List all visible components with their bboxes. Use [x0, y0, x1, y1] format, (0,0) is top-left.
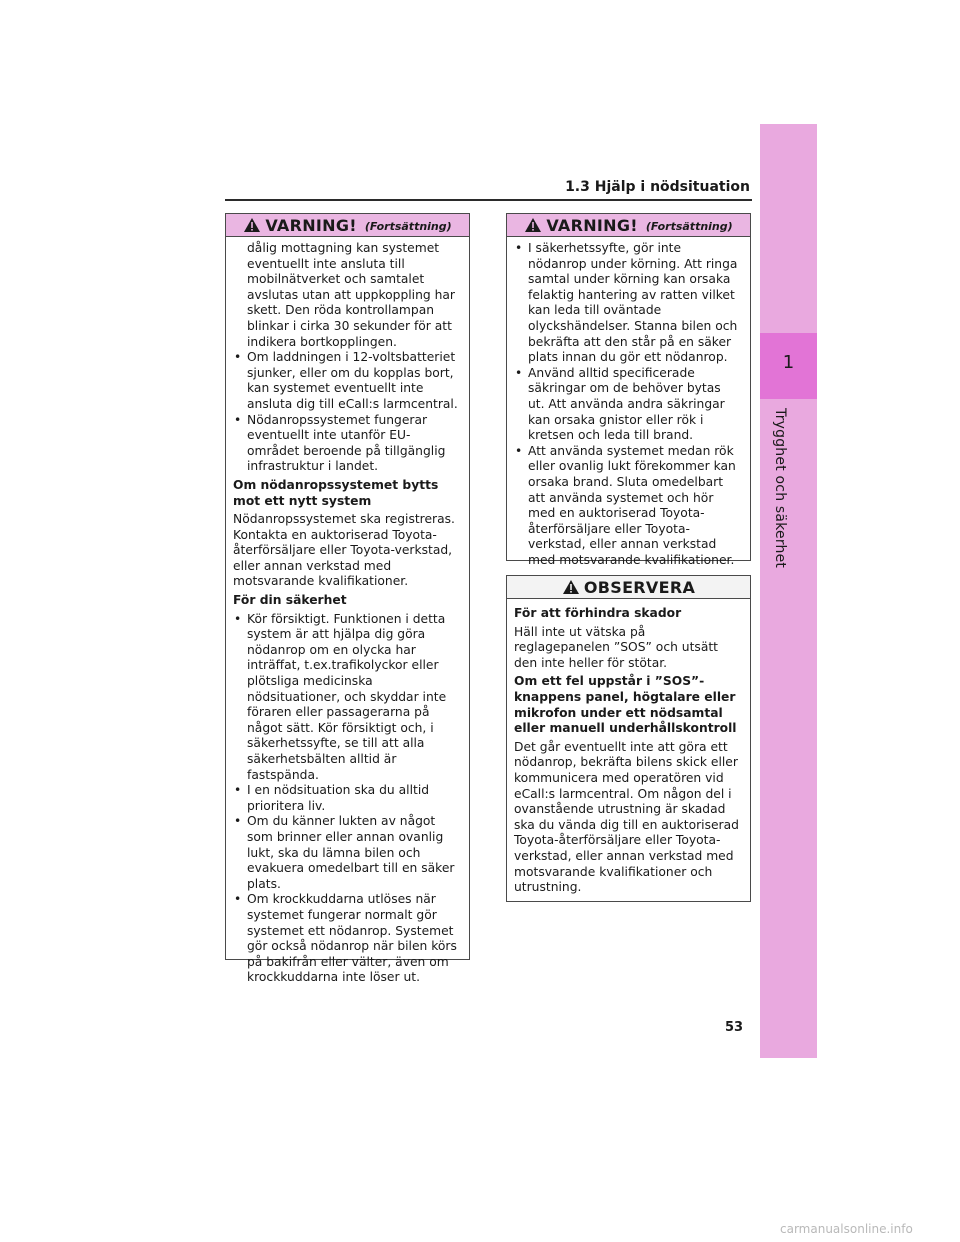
list-item: • Kör försiktigt. Funktionen i detta system är att hjälpa dig göra nödanrop om en olycka har inträffat, t.ex.trafikolyckor eller plötsliga medicinska nödsituationer, och skyddar inte föraren eller passagerarna på något sätt. Kör försiktigt och, i säkerhetssyfte, se till att alla säkerhetsbälten alltid är fastspända.: [233, 612, 460, 784]
warning-box-right: [506, 213, 751, 567]
page-number: 53: [725, 1020, 744, 1035]
list-item: • Att använda systemet medan rök eller ovanlig lukt förekommer kan orsaka brand. Sluta omedelbart att använda systemet och hör med en auktoriserad Toyota-återförsäljare eller Toyota-verkstad, eller annan verkstad med motsvarande kvalifikationer.: [514, 444, 741, 569]
continued-text: dålig mottagning kan systemet eventuellt inte ansluta till mobilnätverket och samtalet avslutas utan att uppkoppling har skett. Den röda kontrollampan blinkar i cirka 30 sekunder för att indikera bortkopplingen.: [247, 241, 455, 349]
paragraph: Nödanropssystemet ska registreras. Kontakta en auktoriserad Toyota-återförsäljare eller Toyota-verkstad, eller annan verkstad med motsvarande kvalifikationer.: [233, 512, 455, 589]
list-item: • Nödanropssystemet fungerar eventuellt inte utanför EU-området beroende på tillgänglig infrastruktur i landet.: [233, 413, 460, 475]
list-item: • Om krockkuddarna utlöses när systemet fungerar normalt gör systemet ett nödanrop. Systemet gör också nödanrop när bilen körs på bakifrån eller välter, även om krockkuddarna inte löser ut.: [233, 892, 460, 986]
warning-header: [507, 214, 750, 237]
chapter-number: 1: [782, 352, 795, 373]
warning-triangle-icon: [524, 217, 542, 233]
list-item: • Om laddningen i 12-voltsbatteriet sjunker, eller om du kopplas bort, kan systemet eventuellt inte ansluta dig till eCall:s larmcentral.: [233, 350, 460, 412]
warning-title: VARNING!: [546, 215, 638, 235]
chapter-label: Trygghet och säkerhet: [772, 408, 788, 569]
watermark: carmanualsonline.info: [780, 1222, 913, 1236]
bullet-list: [233, 350, 460, 475]
warning-box-left: [225, 213, 470, 985]
notice-body: [507, 599, 750, 905]
section-title: 1.3 Hjälp i nödsituation: [565, 179, 750, 195]
header-divider: [225, 199, 752, 201]
warning-body: [226, 237, 469, 992]
notice-header: [507, 576, 750, 599]
subheading: Om nödanropssystemet bytts mot ett nytt system: [233, 477, 439, 508]
notice-title: OBSERVERA: [583, 577, 696, 597]
list-item: • Använd alltid specificerade säkringar om de behöver bytas ut. Att använda andra säkringar kan orsaka gnistor eller rök i kretsen och leda till brand.: [514, 366, 741, 444]
notice-triangle-icon: [562, 579, 580, 595]
warning-subtitle: (Fortsättning): [364, 220, 452, 233]
warning-header: [226, 214, 469, 237]
warning-subtitle: (Fortsättning): [645, 220, 733, 233]
notice-box: [506, 575, 751, 902]
chapter-side-tab: [760, 124, 817, 1058]
bullet-list: [514, 241, 741, 568]
list-item: • I en nödsituation ska du alltid prioritera liv.: [233, 783, 460, 814]
list-item: • Om du känner lukten av något som brinner eller annan ovanlig lukt, ska du lämna bilen och evakuera omedelbart till en säker plats.: [233, 814, 460, 892]
subheading: För att förhindra skador: [514, 606, 682, 620]
paragraph: Häll inte ut vätska på reglagepanelen ”SOS” och utsätt den inte heller för stötar.: [514, 624, 718, 670]
subheading: Om ett fel uppstår i ”SOS”-knappens panel, högtalare eller mikrofon under ett nödsamtal eller manuell underhållskontroll: [514, 674, 737, 736]
subheading: För din säkerhet: [233, 593, 347, 608]
list-item: • I säkerhetssyfte, gör inte nödanrop under körning. Att ringa samtal under körning kan orsaka felaktig hantering av ratten vilket kan leda till oväntade olyckshändelser. Stanna bilen och bekräfta att den står på en säker plats innan du gör ett nödanrop.: [514, 241, 741, 366]
paragraph: Det går eventuellt inte att göra ett nödanrop, bekräfta bilens skick eller kommunicera med operatören vid eCall:s larmcentral. Om någon del i ovanstående utrustning är skadad ska du vända dig till en auktoriserad Toyota-återförsäljare eller Toyota-verkstad, eller annan verkstad med motsvarande kvalifikationer och utrustning.: [514, 739, 739, 895]
warning-title: VARNING!: [265, 215, 357, 235]
bullet-list: [233, 612, 460, 986]
warning-triangle-icon: [243, 217, 261, 233]
warning-body: [507, 237, 750, 574]
